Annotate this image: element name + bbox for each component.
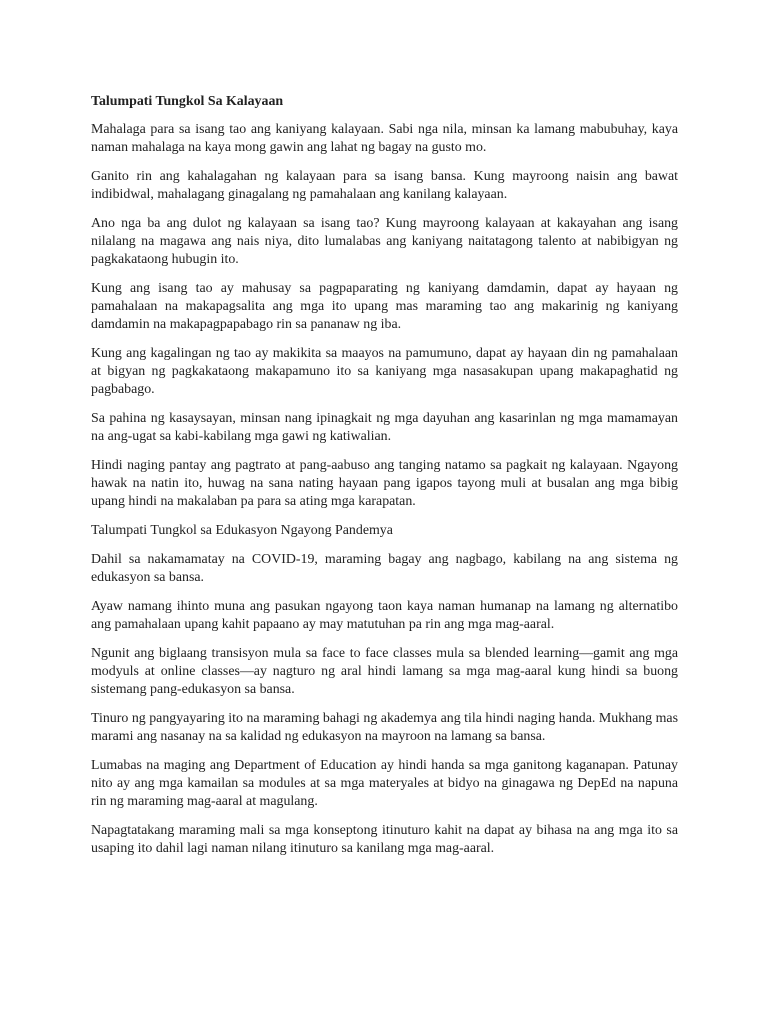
paragraph: Ano nga ba ang dulot ng kalayaan sa isang tao? Kung mayroong kalayaan at kakayahan ang isang nilalang na magawa ang nais niya, dito lumalabas ang kaniyang naitatagong talento at nabibigyan ng pagkakataong hubugin ito. bbox=[91, 216, 678, 267]
paragraph: Dahil sa nakamamatay na COVID-19, maraming bagay ang nagbago, kabilang na ang sistema ng edukasyon sa bansa. bbox=[91, 552, 678, 585]
paragraph: Kung ang isang tao ay mahusay sa pagpaparating ng kaniyang damdamin, dapat ay hayaan ng pamahalaan na makapagsalita ang mga ito upang mas maraming tao ang makarinig ng kaniyang damdamin na makapagpapabago rin sa pananaw ng iba. bbox=[91, 281, 678, 332]
paragraph: Ayaw namang ihinto muna ang pasukan ngayong taon kaya naman humanap na lamang ng alternatibo ang pamahalaan upang kahit papaano ay may matutuhan pa rin ang mga mag-aaral. bbox=[91, 599, 678, 632]
document-page bbox=[91, 93, 678, 869]
document-title: Talumpati Tungkol Sa Kalayaan bbox=[91, 94, 284, 109]
paragraph: Hindi naging pantay ang pagtrato at pang-aabuso ang tanging natamo sa pagkait ng kalayaan. Ngayong hawak na natin ito, huwag na sana nating hayaan pang igapos tayong muli at busalan ang mga bibig upang hindi na makalaban pa para sa ating mga karapatan. bbox=[91, 458, 678, 509]
paragraph: Tinuro ng pangyayaring ito na maraming bahagi ng akademya ang tila hindi naging handa. Mukhang mas marami ang nasanay na sa kalidad ng edukasyon na mayroon na lamang sa bansa. bbox=[91, 711, 678, 744]
paragraph: Mahalaga para sa isang tao ang kaniyang kalayaan. Sabi nga nila, minsan ka lamang mabubuhay, kaya naman mahalaga na kaya mong gawin ang lahat ng bagay na gusto mo. bbox=[91, 122, 678, 155]
paragraph: Sa pahina ng kasaysayan, minsan nang ipinagkait ng mga dayuhan ang kasarinlan ng mga mamamayan na ang-ugat sa kabi-kabilang mga gawi ng katiwalian. bbox=[91, 411, 678, 444]
section-subtitle: Talumpati Tungkol sa Edukasyon Ngayong Pandemya bbox=[91, 523, 393, 538]
paragraph: Napagtatakang maraming mali sa mga konseptong itinuturo kahit na dapat ay bihasa na ang mga ito sa usaping ito dahil lagi naman nilang itinuturo sa kanilang mga mag-aaral. bbox=[91, 823, 678, 856]
paragraph: Ngunit ang biglaang transisyon mula sa face to face classes mula sa blended learning—gamit ang mga modyuls at online classes—ay nagturo ng aral hindi lamang sa mga mag-aaral kung hindi sa buong sistemang pang-edukasyon sa bansa. bbox=[91, 646, 678, 697]
paragraph: Kung ang kagalingan ng tao ay makikita sa maayos na pamumuno, dapat ay hayaan din ng pamahalaan at bigyan ng pagkakataong makapamuno ito sa kaniyang mga nasasakupan upang makapaghatid ng pagbabago. bbox=[91, 346, 678, 397]
paragraph: Lumabas na maging ang Department of Education ay hindi handa sa mga ganitong kaganapan. Patunay nito ay ang mga kamailan sa modules at sa mga materyales at bidyo na ginagawa ng DepEd na napuna rin ng maraming mag-aaral at magulang. bbox=[91, 758, 678, 809]
paragraph: Ganito rin ang kahalagahan ng kalayaan para sa isang bansa. Kung mayroong naisin ang bawat indibidwal, mahalagang ginagalang ng pamahalaan ang kanilang kalayaan. bbox=[91, 169, 678, 202]
